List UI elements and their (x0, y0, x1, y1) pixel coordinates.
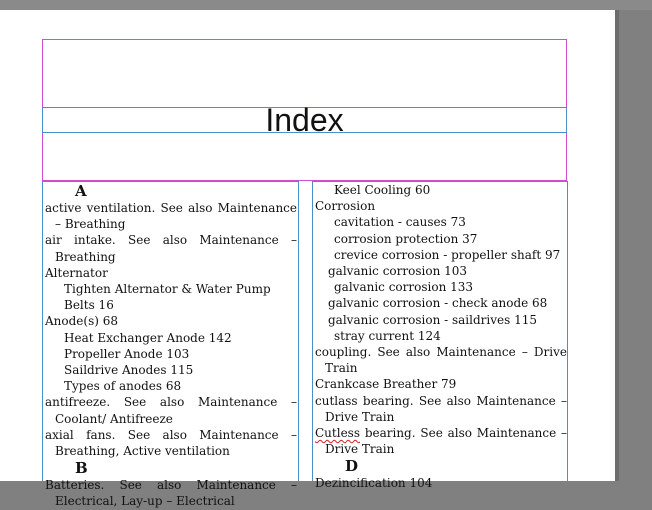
page-title: Index (265, 102, 344, 138)
index-entry: cutlass bearing. See also Maintenance – Drive Train (315, 393, 567, 424)
index-subentry: galvanic corrosion - saildrives 115 (328, 312, 537, 327)
index-subentry: Heat Exchanger Anode 142 (64, 330, 232, 345)
index-subentry: Types of anodes 68 (64, 379, 182, 394)
index-letter-heading: D (345, 457, 359, 476)
index-entry: Corrosion (315, 199, 376, 214)
index-subentry: galvanic corrosion 133 (334, 280, 474, 295)
top-bar (0, 0, 652, 10)
index-subentry: Tighten Alternator & Water Pump Belts 16 (64, 282, 271, 313)
index-entry: Alternator (45, 265, 108, 280)
index-subentry: cavitation - causes 73 (334, 215, 466, 230)
index-subentry: corrosion protection 37 (334, 231, 478, 246)
index-subentry: Saildrive Anodes 115 (64, 363, 194, 378)
index-entry: coupling. See also Maintenance – Drive Train (315, 345, 567, 376)
spellcheck-word: Cutless (315, 426, 360, 441)
index-entry: Dezincification 104 (315, 476, 433, 491)
index-column-left-content (45, 182, 297, 510)
page-shadow (615, 10, 619, 481)
index-entry: air intake. See also Maintenance – Breathing (45, 233, 297, 264)
index-column-left[interactable] (42, 181, 299, 509)
index-subentry: galvanic corrosion - check anode 68 (328, 296, 548, 311)
index-entry (315, 425, 567, 457)
index-subentry: stray current 124 (334, 328, 441, 343)
index-subentry: Propeller Anode 103 (64, 346, 190, 361)
index-letter-heading: A (75, 182, 87, 200)
index-subentry: crevice corrosion - propeller shaft 97 (334, 247, 561, 262)
index-subentry: galvanic corrosion 103 (328, 264, 468, 279)
index-column-right[interactable] (312, 181, 568, 491)
index-column-right-content (315, 182, 567, 492)
index-entry: Anode(s) 68 (45, 314, 119, 329)
index-letter-heading: B (75, 459, 88, 478)
index-entry: antifreeze. See also Maintenance – Coolant/ Antifreeze (45, 395, 297, 426)
index-entry: axial fans. See also Maintenance – Breathing, Active ventilation (45, 427, 297, 459)
index-entry: Crankcase Breather 79 (315, 377, 457, 392)
index-entry: Batteries. See also Maintenance – Electrical, Lay-up – Electrical (45, 478, 297, 509)
index-subentry: Keel Cooling 60 (334, 183, 431, 197)
index-entry-text: bearing. See also Maintenance – Drive Train (325, 426, 567, 457)
index-entry: active ventilation. See also Maintenance – Breathing (45, 201, 297, 232)
